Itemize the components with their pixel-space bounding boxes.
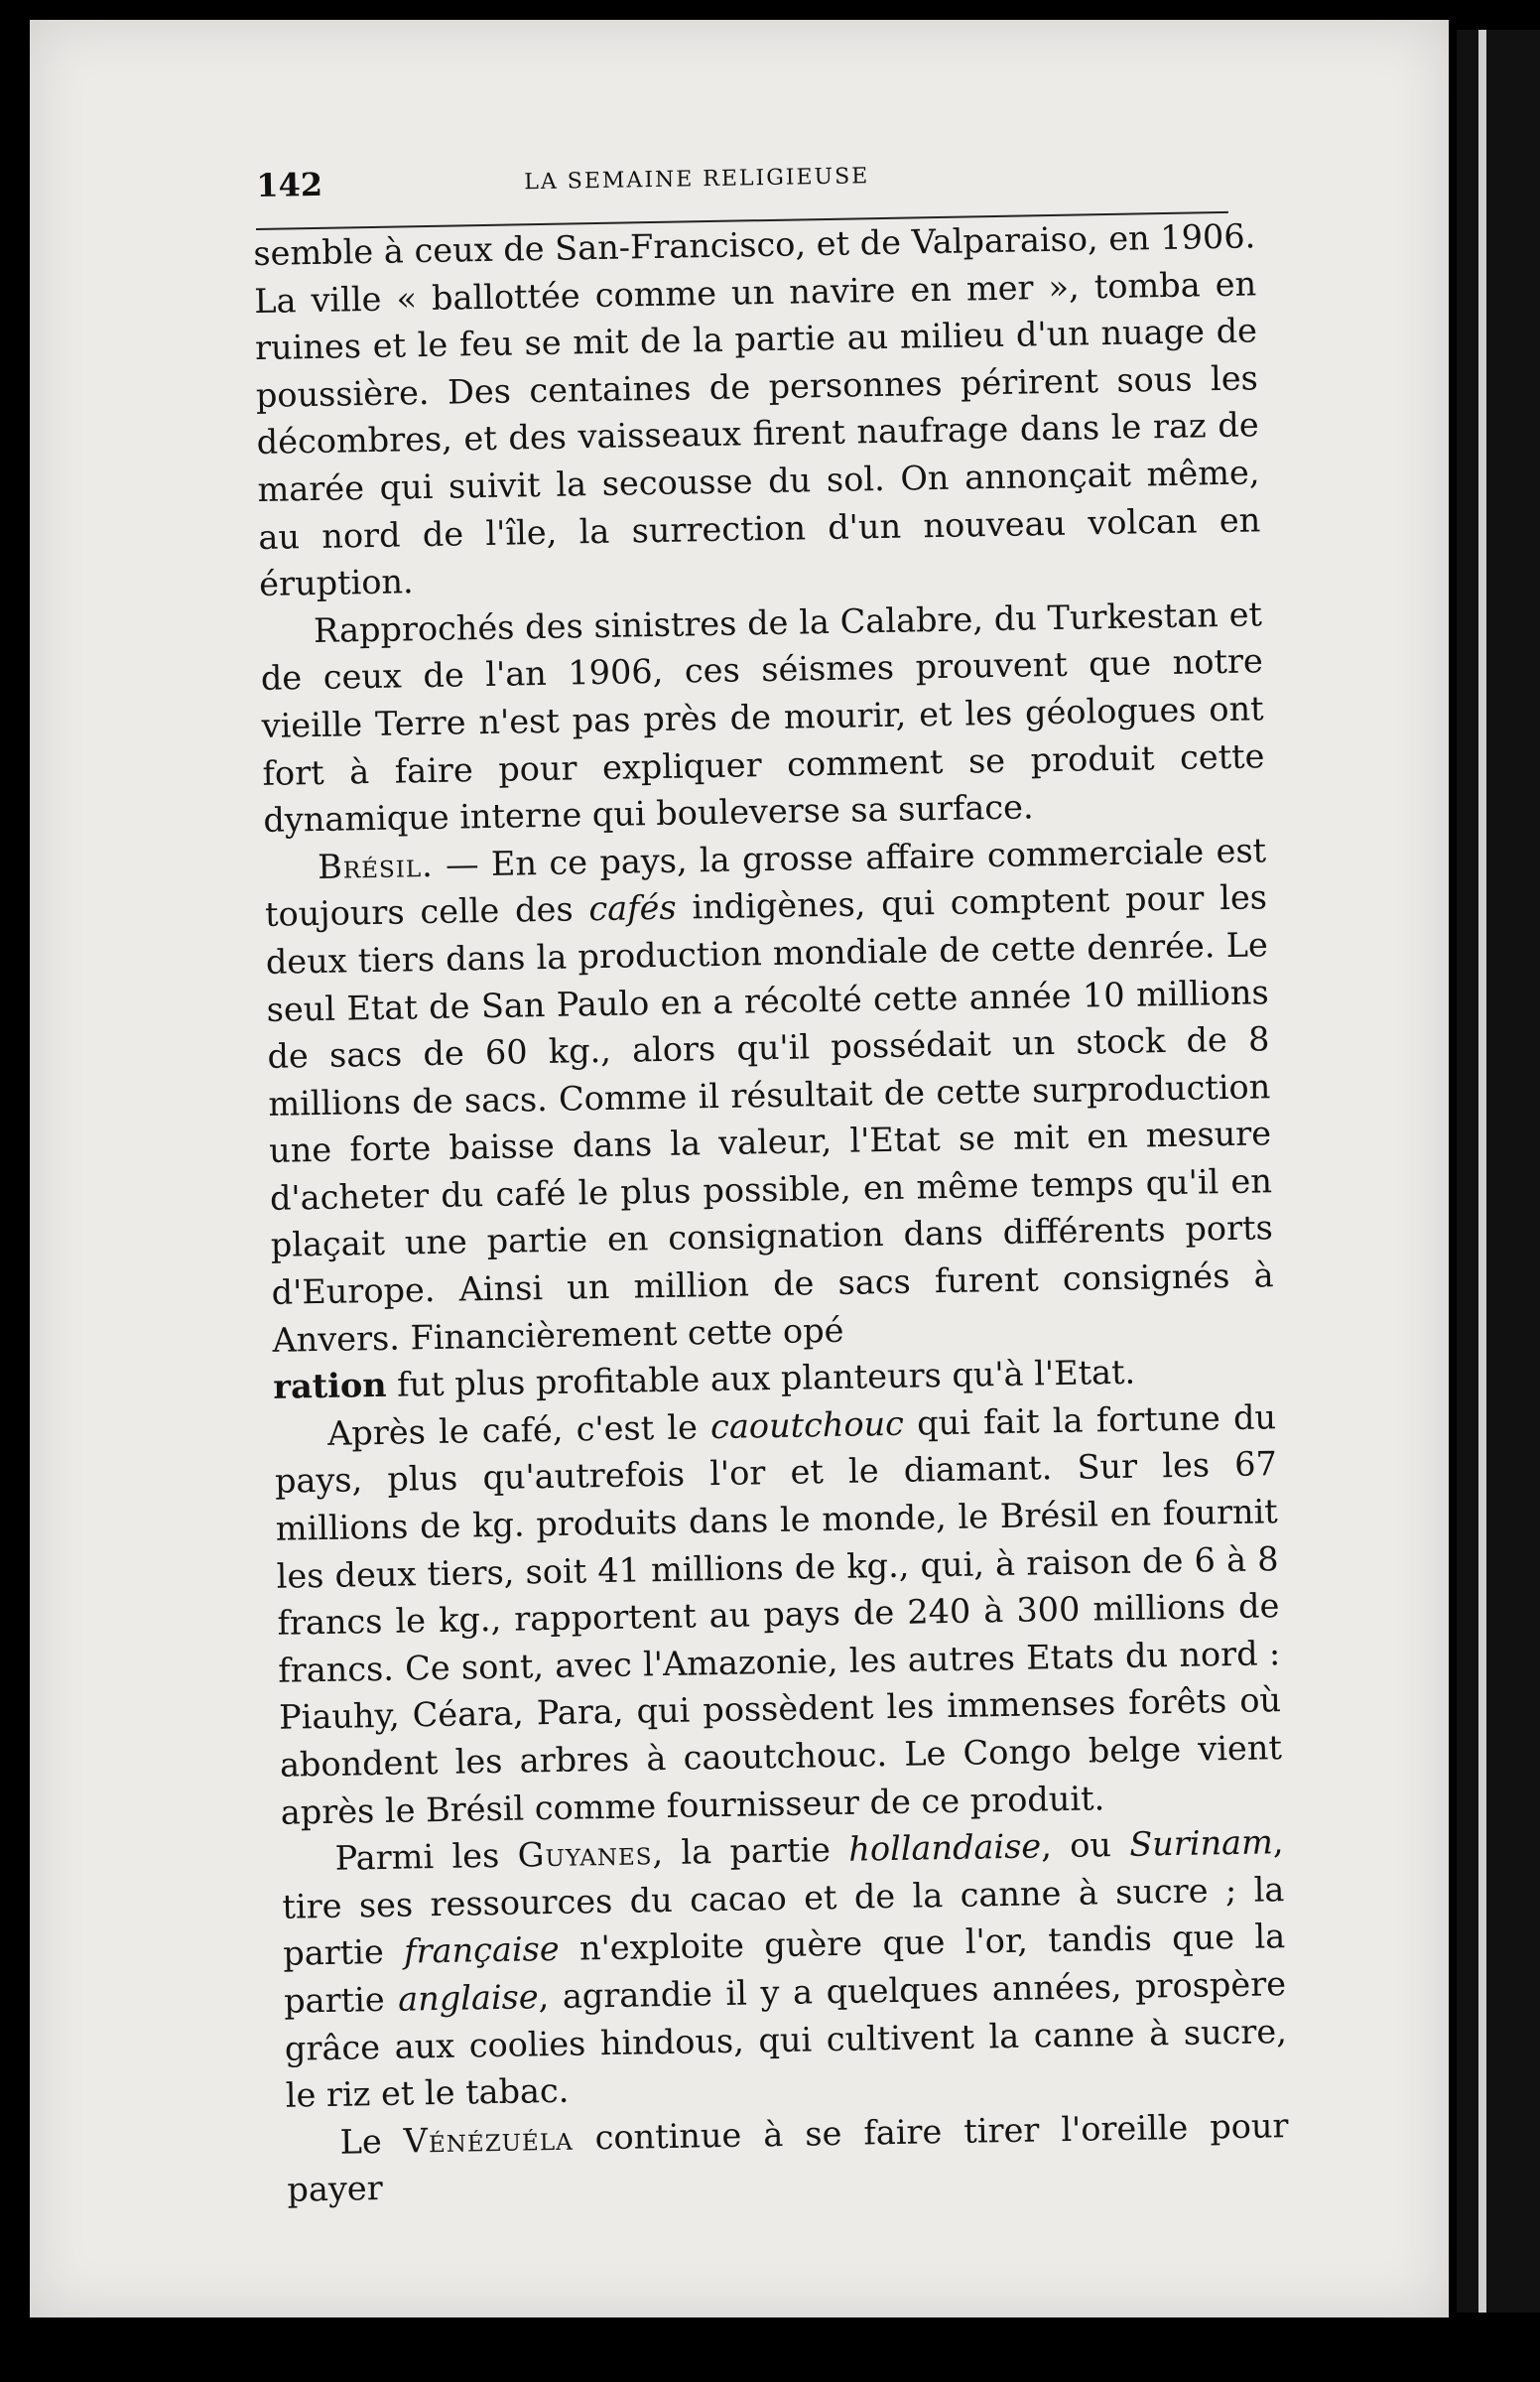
paragraph-guyanes (281, 1818, 1288, 2119)
paragraph-text: , la partie (652, 1829, 849, 1873)
paragraph-text: indigènes, qui comptent pour les deux tiers dans la production mondiale de cette denrée. Le seul Etat de San Paulo en a récolté cette année 10 millions de sacs de 60 kg., alors qu'il possédait un stock de 8 millions de sacs. Comme il résultait de cette surproduction une forte baisse dans la valeur, l'Etat se mit en mesure d'acheter du café le plus possible, en même temps qu'il en plaçait une partie en consignation dans différents ports d'Europe. Ainsi un million de sacs furent consignés à Anvers. Financièrement cette opé (265, 877, 1274, 1360)
paragraph-text: continue à se faire tirer l'oreille pour payer (287, 2105, 1289, 2210)
adjacent-page-edge (1457, 30, 1540, 2313)
paragraph-text: qui fait la fortune du pays, plus qu'autrefois l'or et le diamant. Sur les 67 millions de kg. produits dans le monde, le Brésil en fournit les deux tiers, soit 41 millions de kg., qui, à raison de 6 à 8 francs le kg., rapportent au pays de 240 à 300 millions de francs. Ce sont, avec l'Amazonie, les autres Etats du nord : Piauhy, Céara, Para, qui possèdent les immenses forêts où abondent les arbres à caoutchouc. Le Congo belge vient après le Brésil comme fournisseur de ce produit. (274, 1397, 1283, 1832)
italic-term-hollandaise: hollandaise (847, 1826, 1042, 1869)
section-lead-guyanes: Guyanes (517, 1833, 653, 1875)
paragraph-calabre (260, 591, 1266, 845)
paragraph-text: , ou (1040, 1825, 1130, 1866)
paragraph-text: — En ce pays, la grosse affaire commerciale est toujours celle des (264, 830, 1267, 935)
paragraph-text: fut plus profitable aux planteurs qu'à l'Etat. (386, 1352, 1136, 1405)
paragraph-bresil-cafe (264, 827, 1276, 1411)
paragraph-text: Parmi les (334, 1835, 518, 1878)
section-lead-venezuela: Vénézuéla (403, 2118, 574, 2161)
body-text (253, 212, 1290, 2213)
italic-term-surinam: Surinam (1128, 1822, 1274, 1865)
paragraph-text: , agrandie il y a quelques années, prospère grâce aux coolies hindous, qui cultivent la canne à sucre, le riz et le tabac. (284, 1964, 1288, 2115)
italic-term-cafes: cafés (588, 887, 677, 929)
paragraph-text: Rapprochés des sinistres de la Calabre, du Turkestan et de ceux de l'an 1906, ces séismes prouvent que notre vieille Terre n'est pas près de mourir, et les géologues ont fort à faire pour expliquer comment se produit cette dynamique interne qui bouleverse sa surface. (260, 595, 1265, 841)
italic-term-anglaise: anglaise (397, 1977, 539, 2019)
page-edge-highlight (1478, 30, 1486, 2313)
italic-term-caoutchouc: caoutchouc (709, 1403, 905, 1446)
paragraph-venezuela (286, 2102, 1290, 2214)
paragraph-continuation (253, 212, 1261, 607)
bold-word-ration: ration (273, 1366, 387, 1407)
paragraph-text: , tire ses ressources du cacao et de la canne à sucre ; la partie (282, 1822, 1285, 1974)
paragraph-text: n'exploite guère que l'or, tandis que la partie (283, 1917, 1286, 2021)
section-lead-bresil: Brésil. (317, 845, 435, 886)
paragraph-text: Le (339, 2121, 405, 2162)
italic-term-francaise: française (403, 1929, 560, 1971)
paragraph-text: semble à ceux de San-Francisco, et de Valparaiso, en 1906. La ville « ballottée comme un navire en mer », tomba en ruines et le feu se mit de la partie au milieu d'un nuage de poussière. Des centaines de personnes périrent sous les décombres, et des vaisseaux firent naufrage dans le raz de marée qui suivit la secousse du sol. On annonçait même, au nord de l'île, la surrection d'un nouveau volcan en éruption. (253, 216, 1261, 604)
paragraph-caoutchouc (274, 1393, 1283, 1836)
page-number: 142 (256, 165, 323, 204)
running-title: LA SEMAINE RELIGIEUSE (524, 164, 870, 196)
paragraph-text: Après le café, c'est le (326, 1406, 711, 1453)
